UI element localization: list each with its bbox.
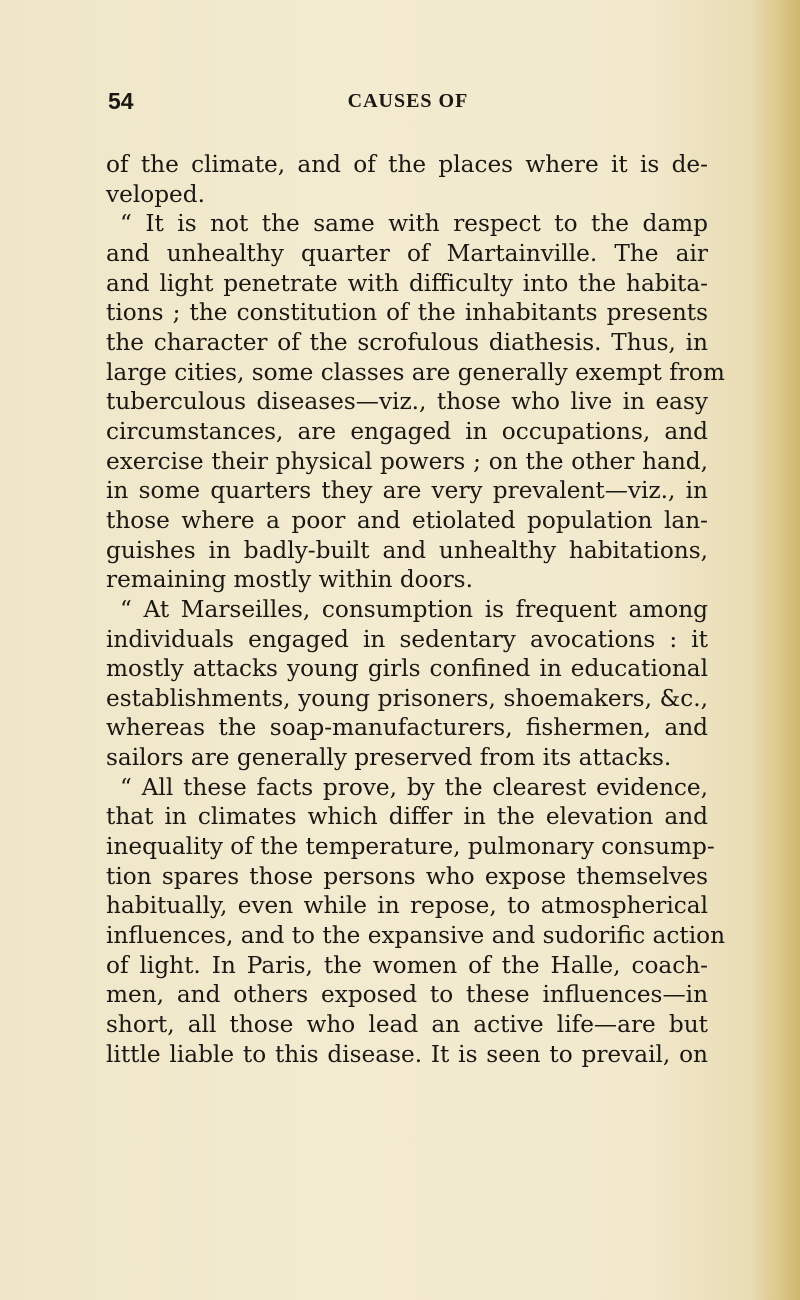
text-line: establishments, young prisoners, shoemakers, &c., — [106, 684, 708, 712]
text-line: influences, and to the expansive and sudorific action — [106, 922, 725, 950]
page-header — [108, 88, 708, 120]
body-text — [106, 150, 725, 1069]
text-line: the character of the scrofulous diathesis. Thus, in — [106, 328, 708, 356]
text-line: tion spares those persons who expose themselves — [106, 862, 708, 890]
page-edge-shading — [752, 0, 800, 1300]
text-line: of the climate, and of the places where it is de- — [106, 151, 708, 178]
text-line: short, all those who lead an active life—are but — [106, 1011, 708, 1039]
text-line: remaining mostly within doors. — [106, 566, 473, 594]
text-line: mostly attacks young girls confined in educational — [106, 655, 708, 683]
text-line: large cities, some classes are generally exempt from — [106, 358, 725, 386]
text-line: in some quarters they are very prevalent—viz., in — [106, 477, 708, 505]
page-number: 54 — [108, 88, 134, 114]
text-line: that in climates which differ in the elevation and — [106, 803, 708, 831]
text-line: habitually, even while in repose, to atmospherical — [106, 892, 708, 920]
text-line: “ All these facts prove, by the clearest evidence, — [120, 773, 708, 801]
text-line: and light penetrate with difficulty into the habita- — [106, 269, 708, 297]
running-head: CAUSES OF — [347, 90, 469, 112]
text-line: whereas the soap-manufacturers, fishermen, and — [106, 714, 708, 742]
text-line: of light. In Paris, the women of the Halle, coach- — [106, 951, 708, 979]
text-line: tuberculous diseases—viz., those who live in easy — [106, 388, 708, 416]
text-line: sailors are generally preserved from its attacks. — [106, 744, 672, 772]
text-line: tions ; the constitution of the inhabitants presents — [106, 299, 708, 327]
text-line: little liable to this disease. It is seen to prevail, on — [106, 1040, 708, 1068]
text-line: exercise their physical powers ; on the other hand, — [106, 447, 708, 475]
text-line: guishes in badly-built and unhealthy habitations, — [106, 536, 708, 564]
text-line: circumstances, are engaged in occupations, and — [106, 417, 708, 445]
text-line: and unhealthy quarter of Martainville. The air — [106, 239, 708, 267]
text-line: inequality of the temperature, pulmonary consump- — [106, 833, 715, 861]
text-line: “ At Marseilles, consumption is frequent among — [120, 595, 708, 623]
text-line: “ It is not the same with respect to the damp — [120, 210, 708, 238]
text-line: individuals engaged in sedentary avocations : it — [106, 625, 708, 653]
text-line: men, and others exposed to these influences—in — [106, 981, 708, 1009]
text-line: those where a poor and etiolated population lan- — [106, 506, 708, 534]
text-line: veloped. — [106, 180, 205, 208]
